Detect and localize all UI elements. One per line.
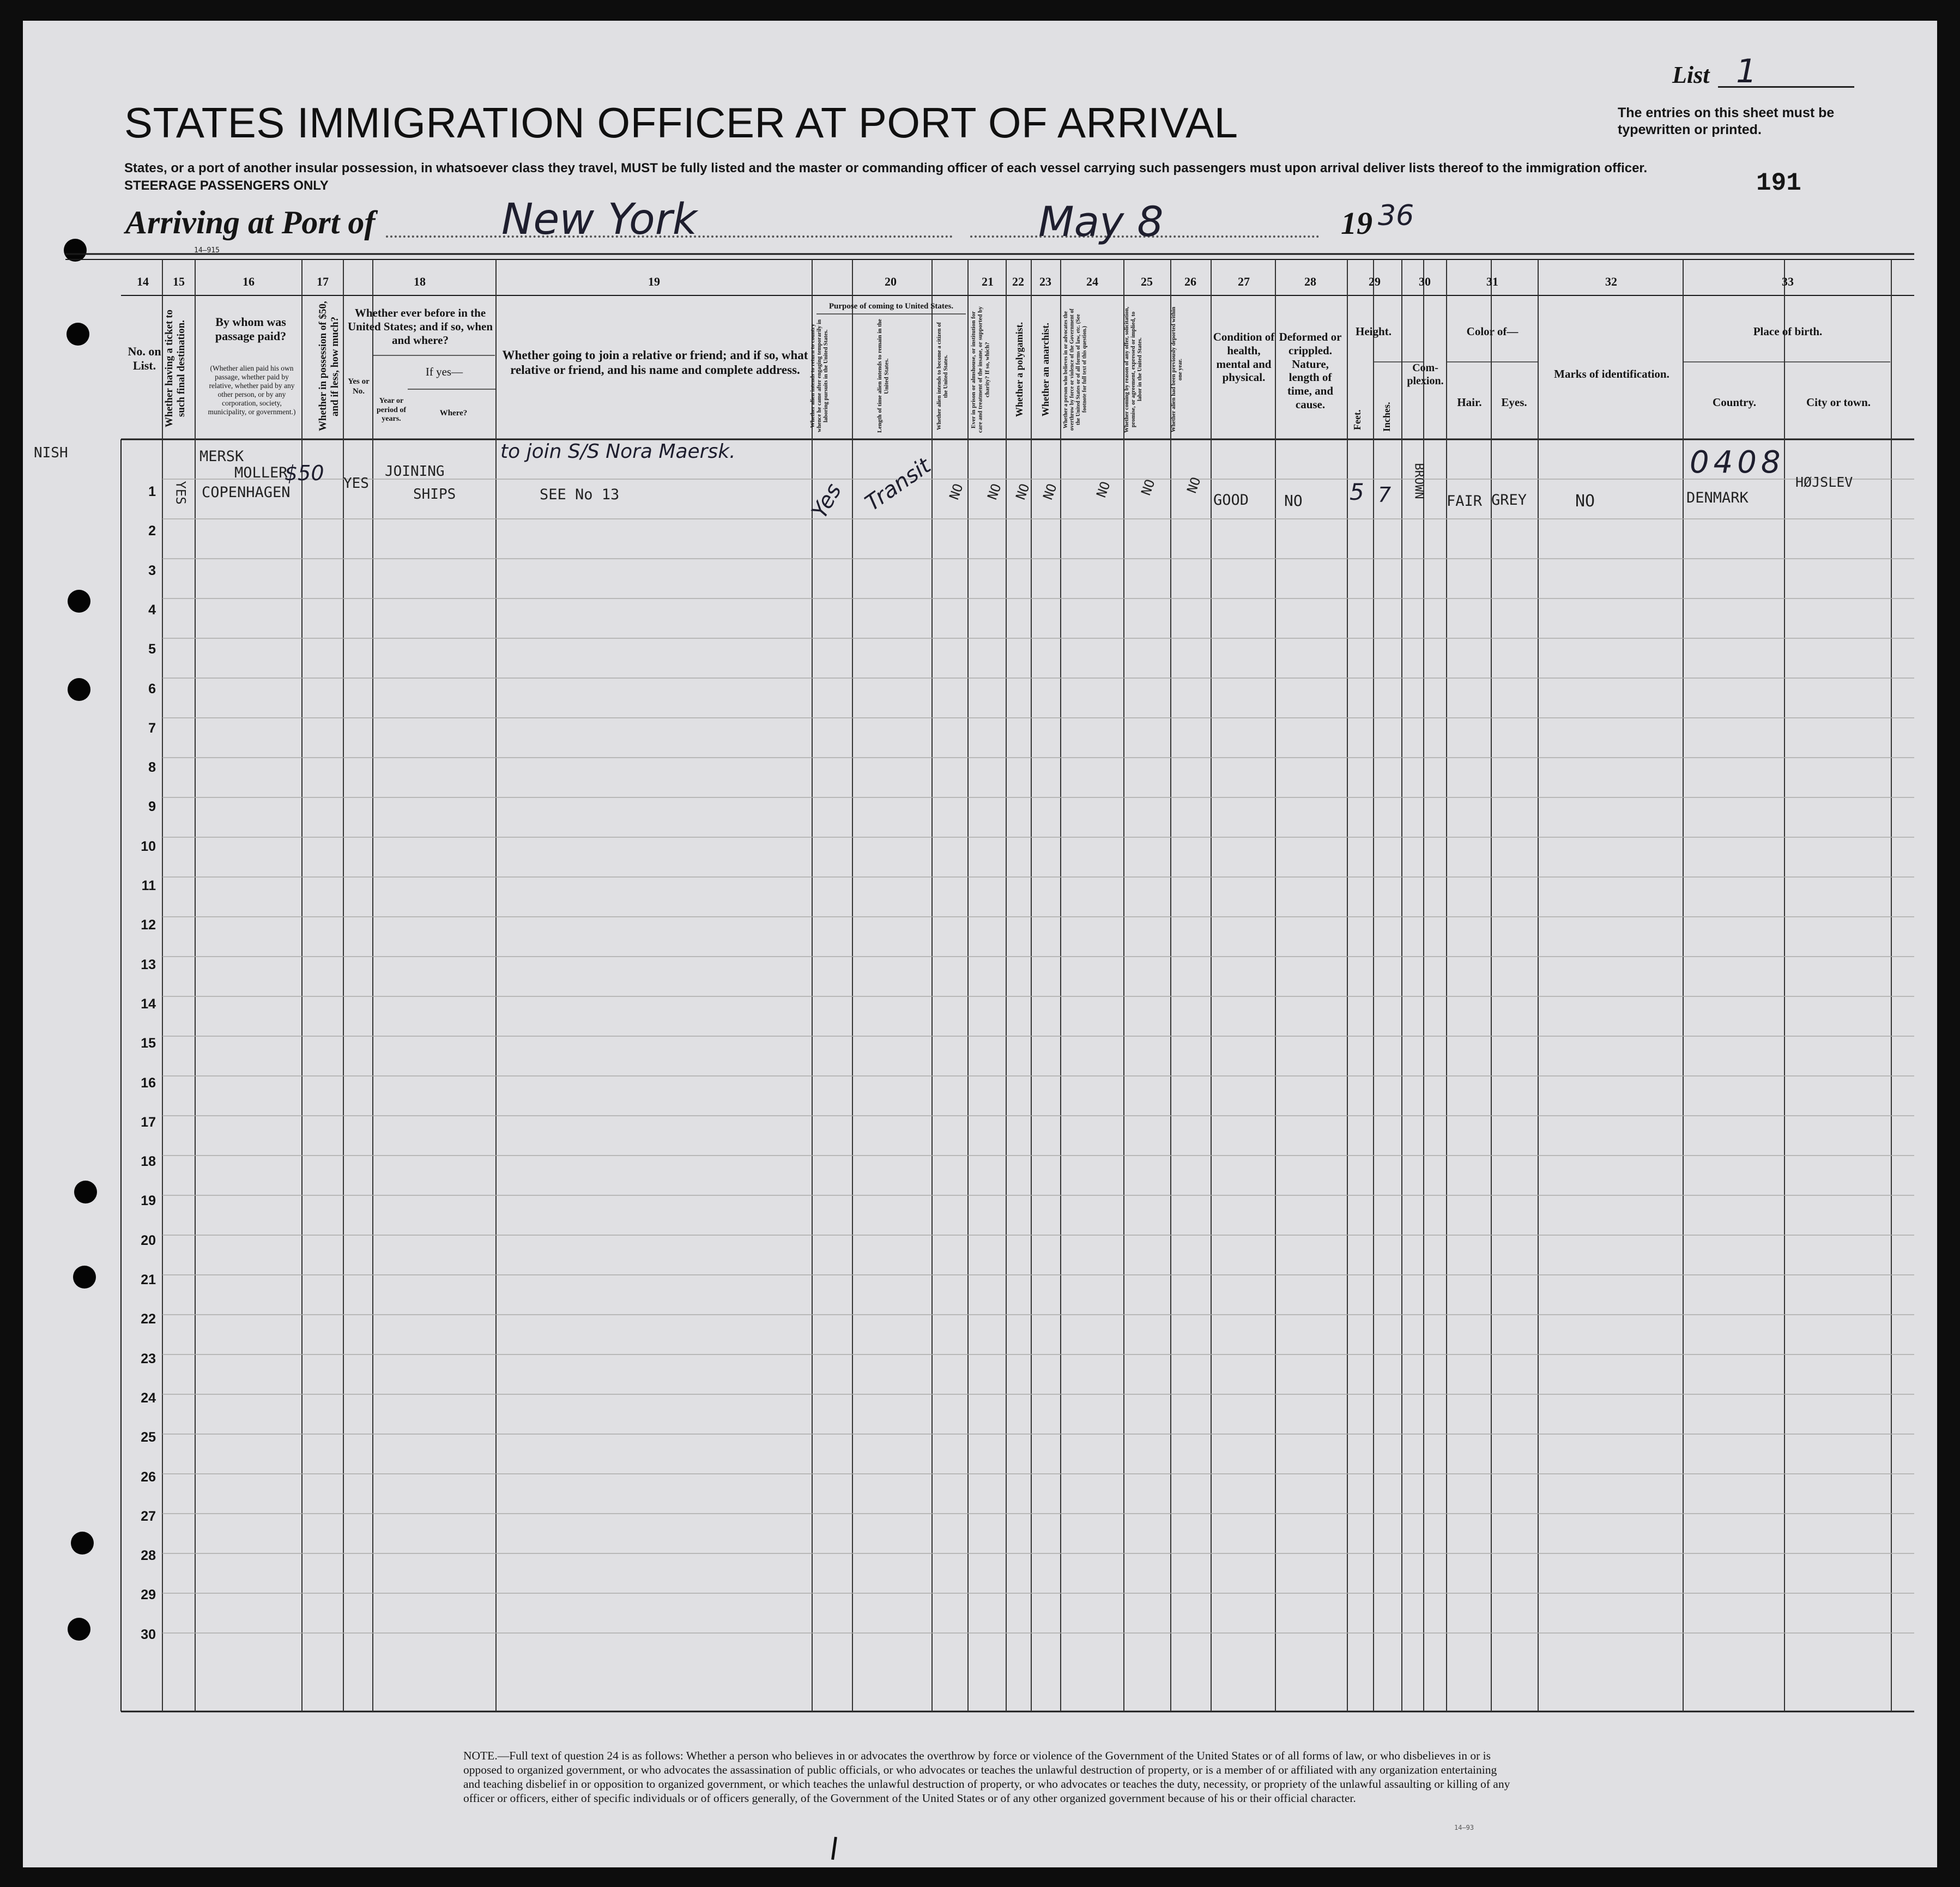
col33-country: Country. (1713, 396, 1756, 409)
paid-by-line-1: MERSK (199, 448, 244, 465)
column-number-30: 30 (1419, 275, 1431, 288)
col31-hair: Hair. (1457, 396, 1482, 409)
year-prefix: 19 (1341, 205, 1372, 241)
before-year: JOINING (385, 463, 445, 480)
row-number: 10 (141, 838, 156, 854)
col24-label: Whether a person who believes in or advocates the overthrow by force or violence of the Government of the United States or of all forms of law, etc. (See footnote for full text of this question.) (1063, 309, 1088, 431)
col15-label: Whether having a ticket to such final destination. (164, 309, 187, 428)
before-yes: YES (343, 475, 369, 492)
margin-note: NISH (34, 445, 68, 461)
column-number-18: 18 (414, 275, 426, 288)
form-title: STATES IMMIGRATION OFFICER AT PORT OF ARRIVAL (124, 99, 1238, 147)
birth-city: HØJSLEV (1795, 474, 1853, 490)
col27-label: Condition of health, mental and physical. (1213, 330, 1275, 384)
col17-label: Whether in possession of $50, and if less, how much? (317, 301, 341, 432)
col30-label: Com-plexion. (1407, 362, 1444, 387)
col22-label: Whether a polygamist. (1014, 322, 1025, 418)
col16-label: By whom was passage paid? (215, 315, 287, 343)
row-number: 7 (148, 720, 156, 736)
col26-label: Whether alien had been previously deported within one year. (1171, 306, 1184, 433)
col33-city: City or town. (1806, 396, 1871, 409)
polygamist-value: NO (1013, 481, 1033, 502)
join-typed: SEE No 13 (540, 486, 620, 503)
col31-eyes: Eyes. (1501, 396, 1527, 409)
column-number-33: 33 (1782, 275, 1794, 288)
citizen-value: NO (946, 481, 966, 502)
eyes-value: GREY (1491, 492, 1527, 509)
column-number-17: 17 (317, 275, 329, 288)
col29-feet: Feet. (1352, 409, 1363, 430)
birth-code: 0408 (1690, 445, 1785, 480)
row-number: 15 (141, 1036, 156, 1051)
column-number-19: 19 (648, 275, 660, 288)
row-number: 1 (148, 484, 156, 499)
row-number: 16 (141, 1075, 156, 1091)
row-number: 22 (141, 1311, 156, 1327)
marks-value: NO (1575, 492, 1595, 511)
row-number: 29 (141, 1587, 156, 1603)
preamble-line-2: STEERAGE PASSENGERS ONLY (124, 178, 329, 193)
col18-label: Whether ever before in the United States; and if so, when and where? (347, 306, 493, 347)
column-number-20: 20 (885, 275, 897, 288)
row-number: 24 (141, 1390, 156, 1406)
col16-sub: (Whether alien paid his own passage, whether paid by relative, whether paid by any other person, or by any corporation, society, municipality, or government.) (208, 364, 296, 416)
col18-year: Year or period of years. (376, 397, 407, 424)
row-number: 20 (141, 1232, 156, 1248)
date-value: May 8 (1038, 197, 1164, 246)
overthrow-value: NO (1093, 479, 1114, 500)
column-number-23: 23 (1039, 275, 1051, 288)
footer-code: 14—93 (1454, 1824, 1474, 1831)
birth-country: DENMARK (1686, 489, 1749, 506)
col29-label: Height. (1356, 325, 1392, 338)
row-number: 5 (148, 642, 156, 657)
height-inches: 7 (1378, 483, 1392, 507)
row-number: 4 (148, 602, 156, 618)
column-number-14: 14 (137, 275, 149, 288)
col18-ifyes: If yes— (425, 365, 463, 378)
form-code: 14—915 (194, 246, 220, 255)
column-number-31: 31 (1486, 275, 1498, 288)
column-number-21: 21 (982, 275, 994, 288)
deported-value: NO (1184, 475, 1204, 495)
row-number: 17 (141, 1114, 156, 1130)
health-value: GOOD (1213, 492, 1249, 509)
column-number-24: 24 (1086, 275, 1098, 288)
col31-label: Color of— (1466, 325, 1519, 338)
row-number: 9 (148, 799, 156, 815)
column-number-29: 29 (1369, 275, 1381, 288)
col20-sub-b: Length of time alien intends to remain in the United States. (876, 319, 890, 433)
col23-label: Whether an anarchist. (1040, 323, 1051, 416)
row-number: 30 (141, 1626, 156, 1642)
col20-sub-c: Whether alien intends to become a citizen of the United States. (936, 322, 949, 430)
row-number: 2 (148, 523, 156, 539)
col14-label: No. on List. (128, 344, 161, 372)
col20-sub-a: Whether alien intends to return to country whence he came after engaging temporarily in laboring pursuits in the United States. (810, 319, 830, 433)
anarchist-value: NO (1040, 481, 1060, 502)
purpose-time: Transit (861, 453, 936, 516)
footnote: NOTE.—Full text of question 24 is as follows: Whether a person who believes in or advocates the overthrow by force or violence of the Government of the United States or of all forms of law, or who disbelieves in or is opposed to organized government, or who advocates the assassination of public officials, or who advocates or teaches the unlawful destruction of property, or is a member of or affiliated with any organization entertaining and teaching disbelief in or opposition to organized government, or which teaches the unlawful destruction of property, or who advocates or teaches the duty, necessity, or propriety of the unlawful assaulting or killing of any officer or officers, either of specific individuals or of officers generally, of the Government of the United States or of any other organized government because of his or their official character. (463, 1749, 1510, 1805)
row-number: 28 (141, 1548, 156, 1564)
complexion-value: BROWN (1412, 463, 1426, 499)
col21-label: Ever in prison or almshouse, or institution for care and treatment of the insane, or supported by charity? If so, which? (970, 306, 991, 433)
col19-label: Whether going to join a relative or friend; and if so, what relative or friend, and his name and complete address. (502, 348, 808, 377)
row-number: 6 (148, 681, 156, 697)
height-feet: 5 (1350, 479, 1364, 505)
col33-label: Place of birth. (1753, 325, 1823, 338)
row-number: 19 (141, 1193, 156, 1209)
col29-inches: Inches. (1381, 402, 1392, 432)
join-handwritten: to join S/S Nora Maersk. (500, 440, 736, 463)
column-number-28: 28 (1304, 275, 1316, 288)
col32-label: Marks of identification. (1554, 367, 1669, 380)
purpose-yes: Yes (807, 479, 847, 523)
labor-value: NO (1138, 477, 1158, 498)
column-number-32: 32 (1605, 275, 1617, 288)
row-number: 26 (141, 1469, 156, 1485)
row-number: 27 (141, 1508, 156, 1524)
list-number: 1 (1736, 52, 1757, 90)
entries-note: The entries on this sheet must be typewritten or printed. (1618, 105, 1835, 137)
paid-by-line-3: COPENHAGEN (202, 484, 291, 501)
col20-label: Purpose of coming to United States. (828, 302, 954, 311)
col28-label: Deformed or crippled. Nature, length of time, and cause. (1279, 330, 1342, 411)
prison-value: NO (984, 481, 1005, 502)
page-number: 191 (1756, 169, 1801, 197)
preamble-line-1: States, or a port of another insular possession, in whatsoever class they travel, MUST be fully listed and the master or commanding officer of each vessel carrying such passengers must upon arrival deliver lists thereof to the immigration officer. (124, 161, 1648, 176)
year-handwritten: 36 (1378, 199, 1414, 232)
money-value: $50 (285, 461, 324, 485)
hair-value: FAIR (1447, 493, 1483, 510)
row-number: 3 (148, 563, 156, 578)
row-number: 18 (141, 1154, 156, 1170)
port-value: New York (501, 195, 697, 244)
row-number: 8 (148, 760, 156, 776)
col18-where: Where? (439, 409, 468, 418)
before-where: SHIPS (413, 486, 456, 503)
row-number: 13 (141, 957, 156, 972)
ticket-value: YES (173, 481, 189, 505)
row-number: 11 (141, 878, 156, 893)
row-number: 23 (141, 1351, 156, 1366)
arriving-label: Arriving at Port of (125, 204, 376, 240)
row-number: 25 (141, 1430, 156, 1446)
col25-label: Whether coming by reason of any offer, solicitation, promise, or agreement, expressed or implied, to labor in the United States. (1124, 306, 1144, 433)
list-label: List (1672, 62, 1710, 88)
row-number: 12 (141, 917, 156, 933)
column-number-22: 22 (1012, 275, 1024, 288)
paid-by-line-2: MOLLER (234, 464, 288, 481)
row-number: 21 (141, 1272, 156, 1287)
deformed-value: NO (1284, 492, 1303, 510)
row-number: 14 (141, 996, 156, 1012)
column-number-15: 15 (173, 275, 185, 288)
col18-yesno: Yes or No. (348, 377, 370, 396)
column-number-27: 27 (1238, 275, 1250, 288)
column-number-16: 16 (243, 275, 255, 288)
column-number-25: 25 (1141, 275, 1153, 288)
column-number-26: 26 (1184, 275, 1196, 288)
